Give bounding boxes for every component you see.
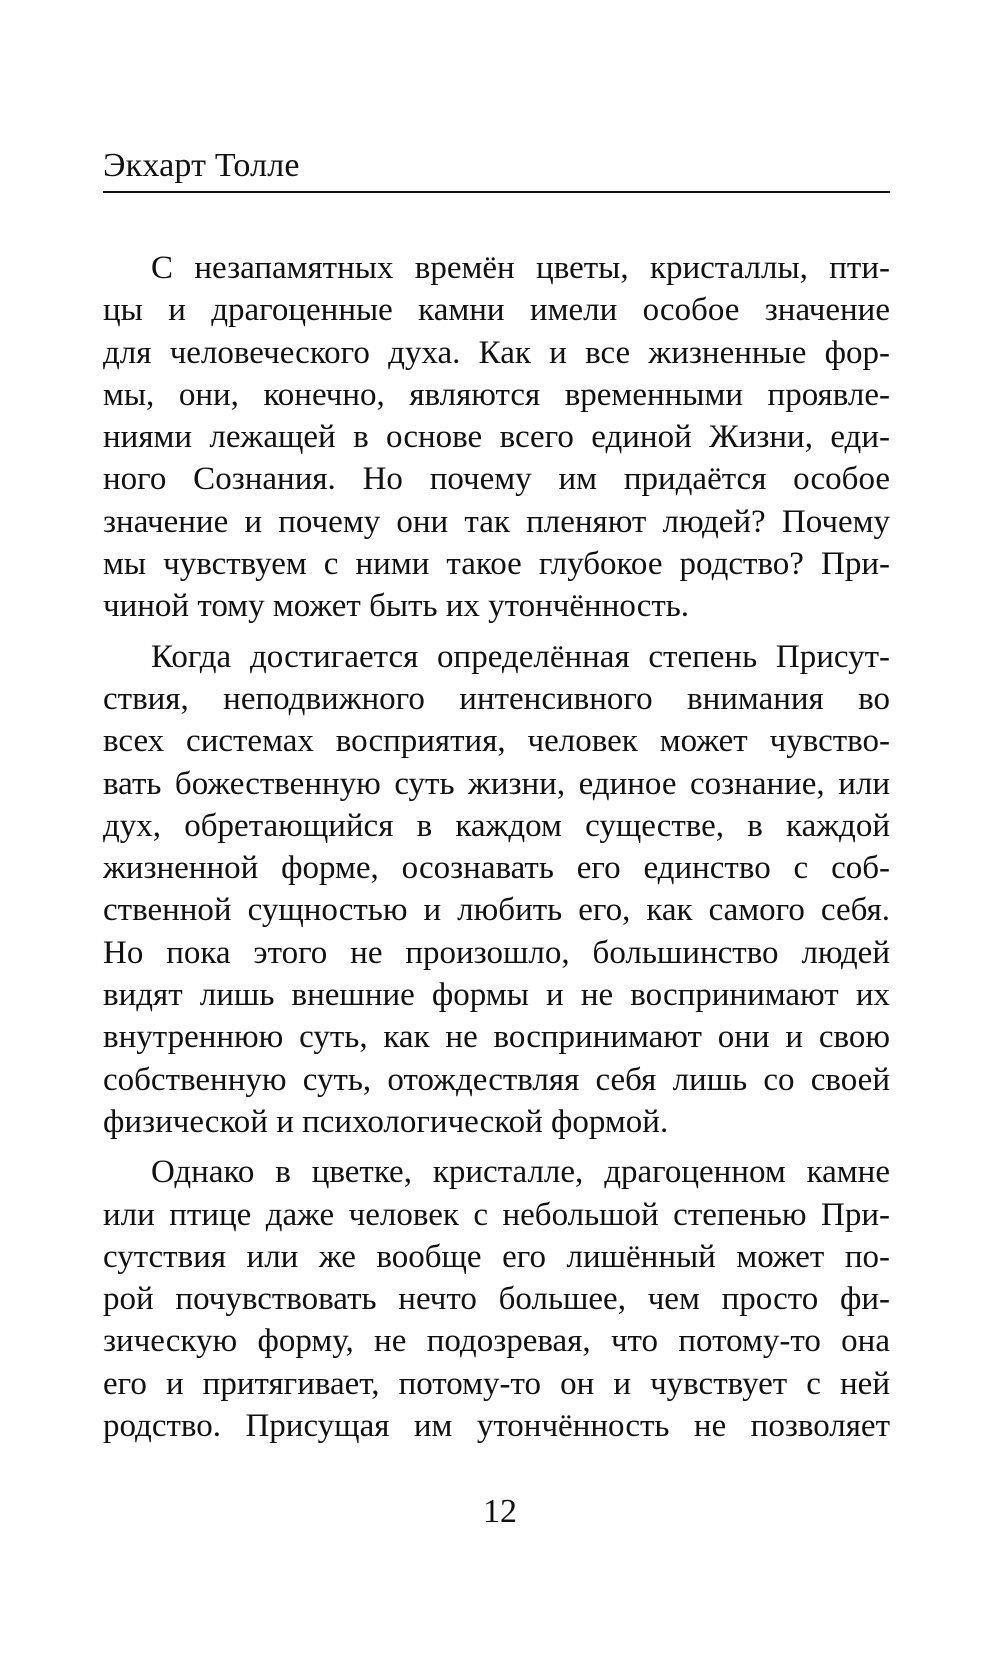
text-line: мы, они, конечно, являются временными проявле- — [103, 376, 890, 413]
text-line: сутствия или же вообще его лишённый может по- — [103, 1238, 890, 1275]
text-line: цы и драгоценные камни имели особое значение — [103, 292, 890, 329]
header-rule — [103, 191, 890, 193]
text-line: всех системах восприятия, человек может чувство- — [103, 723, 890, 760]
text-line: физической и психологической формой. — [103, 1103, 669, 1140]
text-line: ствия, неподвижного интенсивного внимания во — [103, 680, 890, 717]
page-number: 12 — [483, 1493, 517, 1530]
text-line: ственной сущностью и любить его, как самого себя. — [103, 892, 890, 929]
text-line: значение и почему они так пленяют людей? Почему — [103, 503, 890, 540]
body-text — [103, 247, 890, 1447]
paragraph-gap — [103, 1143, 890, 1151]
text-line: мы чувствуем с ними такое глубокое родство? При- — [103, 546, 890, 583]
text-line: собственную суть, отождествляя себя лишь со своей — [103, 1061, 890, 1098]
text-line: зическую форму, не подозревая, что потому-то она — [103, 1323, 890, 1360]
text-line: рой почувствовать нечто большее, чем просто фи- — [103, 1281, 890, 1318]
text-line: видят лишь внешние формы и не воспринимают их — [103, 977, 890, 1014]
text-line: жизненной форме, осознавать его единство с соб- — [103, 850, 890, 887]
text-line: Но пока этого не произошло, большинство людей — [103, 934, 890, 971]
paragraph-gap — [103, 628, 890, 636]
text-line: для человеческого духа. Как и все жизненные фор- — [103, 334, 890, 371]
running-head: Экхарт Толле — [103, 147, 300, 184]
text-line: его и притягивает, потому-то он и чувствует с ней — [103, 1365, 890, 1402]
text-line: Когда достигается определённая степень Присут- — [151, 638, 890, 675]
text-line: или птице даже человек с небольшой степенью При- — [103, 1196, 890, 1233]
text-line: Однако в цветке, кристалле, драгоценном камне — [151, 1154, 890, 1191]
text-line: С незапамятных времён цветы, кристаллы, пти- — [151, 250, 890, 286]
text-line: дух, обретающийся в каждом существе, в каждой — [103, 807, 890, 844]
text-line: чиной тому может быть их утончённость. — [103, 588, 690, 625]
text-line: ниями лежащей в основе всего единой Жизни, еди- — [103, 419, 890, 456]
text-line: внутреннюю суть, как не воспринимают они и свою — [103, 1019, 890, 1056]
text-line: вать божественную суть жизни, единое сознание, или — [103, 765, 890, 802]
text-line: родство. Присущая им утончённость не позволяет — [103, 1408, 890, 1445]
text-line: ного Сознания. Но почему им придаётся особое — [103, 461, 890, 498]
